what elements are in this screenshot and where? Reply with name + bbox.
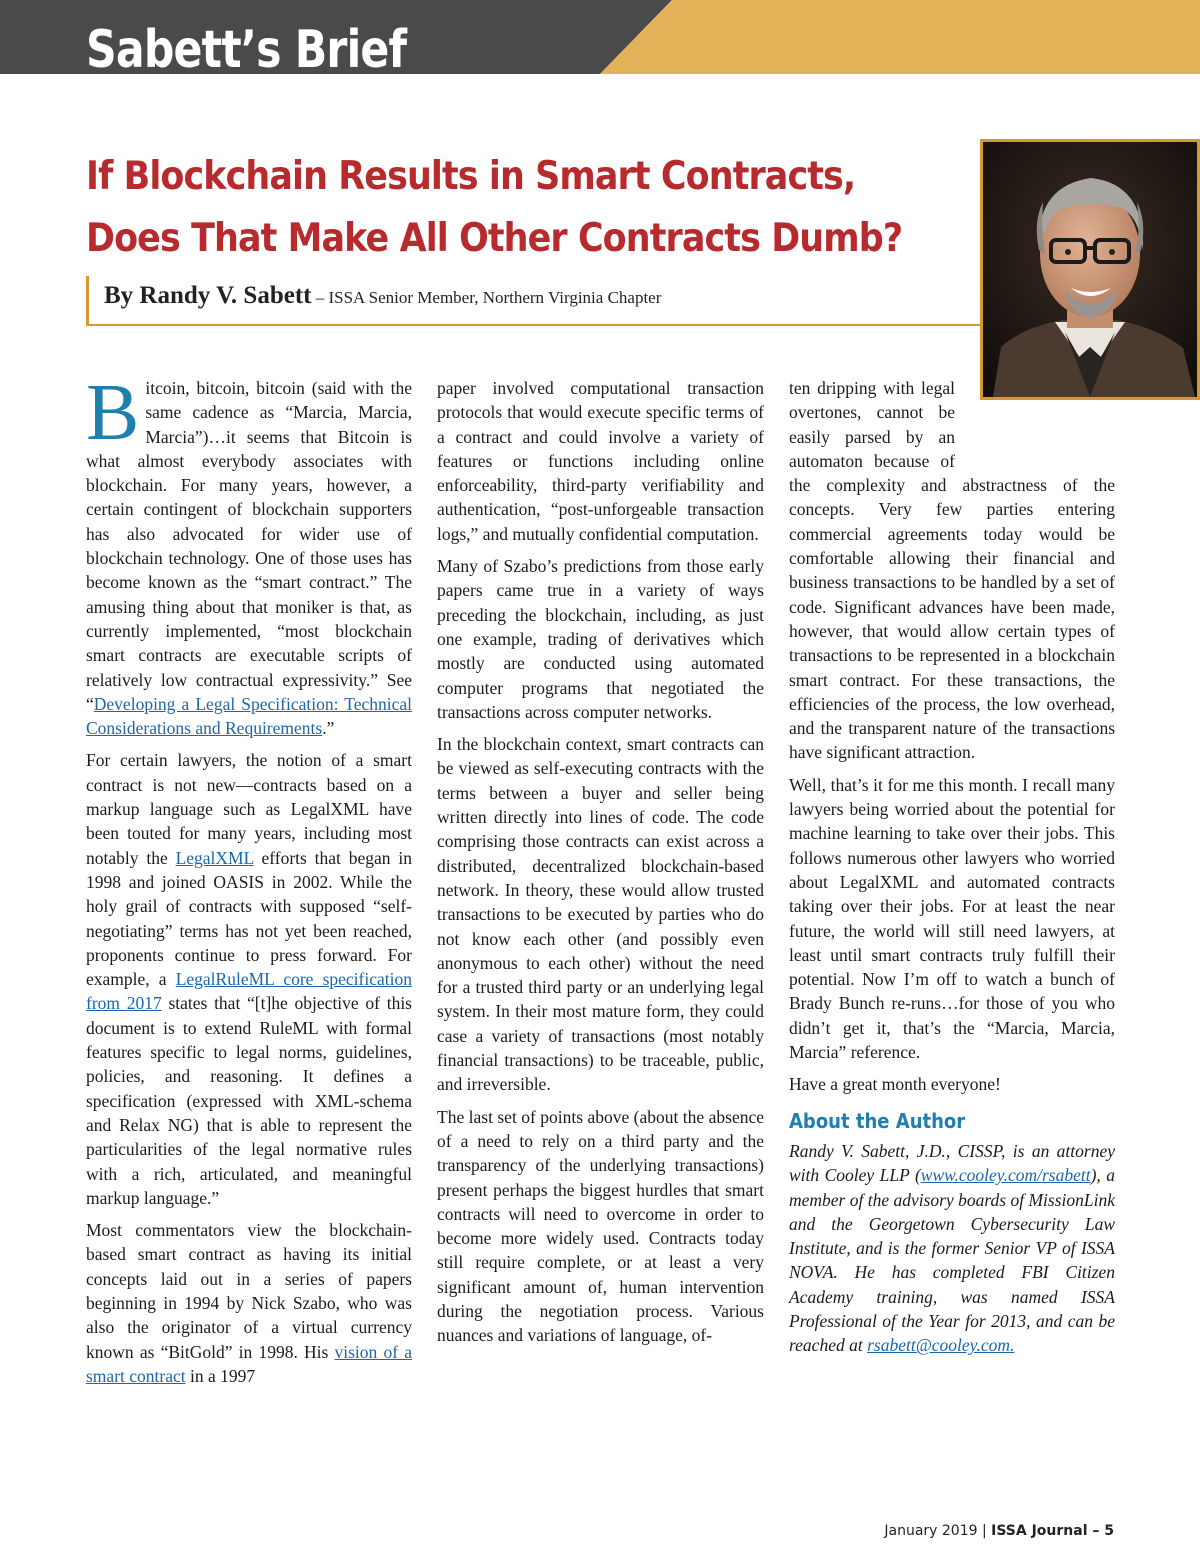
paragraph-text: efforts that began in 1998 and joined OASIS in 2002. While the holy grail of contracts with supposed “self-negotiating” terms has not yet been reached, proponents continue to press forward. For example, a [86,847,412,990]
photo-wrap-spacer [955,376,1115,473]
paragraph: Many of Szabo’s predictions from those early papers came true in a variety of ways preceding the blockchain, including, as just one example, trading of derivatives which mostly are conducted using automated computer programs that negotiated the transactions across computer networks. [437,556,764,722]
link-legalruleml-spec[interactable]: LegalRuleML core specification from 2017 [86,969,412,1014]
paragraph: Well, that’s it for me this month. I recall many lawyers being worried about the potential for machine learning to take over their jobs. This follows numerous other lawyers who worried about LegalXML and automated contracts taking over their jobs. For at least the near future, the world will still need lawyers, at least until smart contracts truly fulfill their potential. Now I’m off to watch a bunch of Brady Bunch re-runs…for those of you who didn’t get it, that’s the “Marcia, Marcia, Marcia” reference. [789,774,1115,1063]
byline [104,282,661,310]
header-band [0,0,1200,80]
drop-cap: B [86,369,140,457]
paragraph: In the blockchain context, smart contracts can be viewed as self-executing contracts with the terms between a buyer and seller being written directly into lines of code. The code comprising those contracts can exist across a distributed, decentralized blockchain-based network. In theory, these would allow trusted transactions to be executed by parties who do not know each other (and possibly even anonymous to each other) without the need for a trusted third party or an underlying legal system. In their most mature form, they could case a variety of transactions (most notably financial transactions) to be traceable, public, and irreversible. [437,734,764,1095]
paragraph-text: .” [322,718,335,739]
byline-author: By Randy V. Sabett [104,282,312,309]
link-vision-smart-contract[interactable]: vision of a smart contract [86,1341,412,1386]
about-author-heading: About the Author [789,1108,966,1133]
paragraph-text: For certain lawyers, the notion of a smart contract is not new—contracts based on a markup language such as LegalXML have been touted for many years, including most notably the [86,750,412,868]
link-legalxml[interactable]: LegalXML [175,847,254,868]
article-title-line-1: If Blockchain Results in Smart Contracts, [86,154,856,199]
column-1 [86,369,412,1396]
paragraph: The last set of points above (about the absence of a need to rely on a third party and the transparency of the underlying transactions) present perhaps the biggest hurdles that smart contracts will need to overcome in order to become more widely used. Contracts today still require complete, or at least a very significant amount of, human intervention during the negotiation process. Various nuances and variations of language, of- [437,1106,764,1346]
column-2 [437,376,764,1356]
footer-journal: ISSA Journal – 5 [991,1523,1114,1539]
page-footer [884,1523,1114,1539]
paragraph-text: itcoin, bitcoin, bitcoin (said with the same cadence as “Marcia, Marcia, Marcia”)…it seems that Bitcoin is what almost everybody associates with blockchain. For many years, however, a certain contingent of blockchain supporters has also advocated for wider use of blockchain technology. One of those uses has become known as the “smart contract.” The amusing thing about that moniker is that, as currently implemented, “most blockchain smart contracts are executable scripts of relatively low contractual expressivity.” See “ [86,378,412,714]
author-portrait-illustration [983,142,1197,397]
section-title: Sabett’s Brief [86,20,407,80]
paragraph-text: in a 1997 [185,1365,256,1386]
article-title [86,146,903,270]
byline-rule [86,324,986,326]
paragraph: Have a great month everyone! [789,1074,1001,1095]
article-title-line-2: Does That Make All Other Contracts Dumb? [86,216,903,261]
column-3 [789,376,1115,1366]
paragraph [86,369,412,740]
link-author-website[interactable]: www.cooley.com/rsabett [920,1165,1091,1186]
paragraph-text: Most commentators view the blockchain-based smart contract as having its initial concepts laid out in a series of papers beginning in 1994 by Nick Szabo, who was also the originator of a virtual currency known as “BitGold” in 1998. His [86,1220,412,1362]
paragraph [86,1218,412,1388]
link-legal-specification[interactable]: Developing a Legal Specification: Technical Considerations and Requirements [86,693,412,739]
author-photo [980,139,1200,400]
byline-affiliation: – ISSA Senior Member, Northern Virginia Chapter [311,288,662,307]
link-author-email[interactable]: rsabett@cooley.com. [867,1335,1015,1356]
byline-accent-bar [86,276,89,326]
footer-date: January 2019 | [884,1523,992,1539]
paragraph-text: ), a member of the advisory boards of MissionLink and the Georgetown Cybersecurity Law Institute, and is the former Senior VP of ISSA NOVA. He has completed FBI Citizen Academy training, was named ISSA Professional of the Year for 2013, and can be reached at [789,1165,1115,1356]
paragraph: paper involved computational transaction protocols that would execute specific terms of a contract and could involve a variety of features or functions including online enforceability, third-party verifiability and authentication, “post-unforgeable transaction logs,” and mutually confidential computation. [437,378,764,544]
paragraph-text: states that “[t]he objective of this document is to extend RuleML with formal features specific to legal norms, guidelines, policies, and reasoning. It defines a specification (expressed with XML-schema and Relax NG) that is able to represent the particularities of the legal normative rules with a rich, articulated, and meaningful markup language.” [86,993,412,1208]
paragraph: ten dripping with legal overtones, cannot be easily parsed by an automaton because of the complexity and abstractness of the concepts. Very few parties entering commercial agreements today would be comfortable allowing their financial and business transactions to be handled by a set of code. Significant advances have been made, however, that would allow certain types of transactions to be represented in a blockchain smart contract. For these transactions, the efficiencies of the process, the low overhead, and the transparent nature of the transactions have significant attraction. [789,378,1115,763]
paragraph-text: Randy V. Sabett, J.D., CISSP, is an attorney with Cooley LLP ( [789,1140,1115,1186]
paragraph [86,748,412,1210]
about-author-text [789,1139,1115,1358]
